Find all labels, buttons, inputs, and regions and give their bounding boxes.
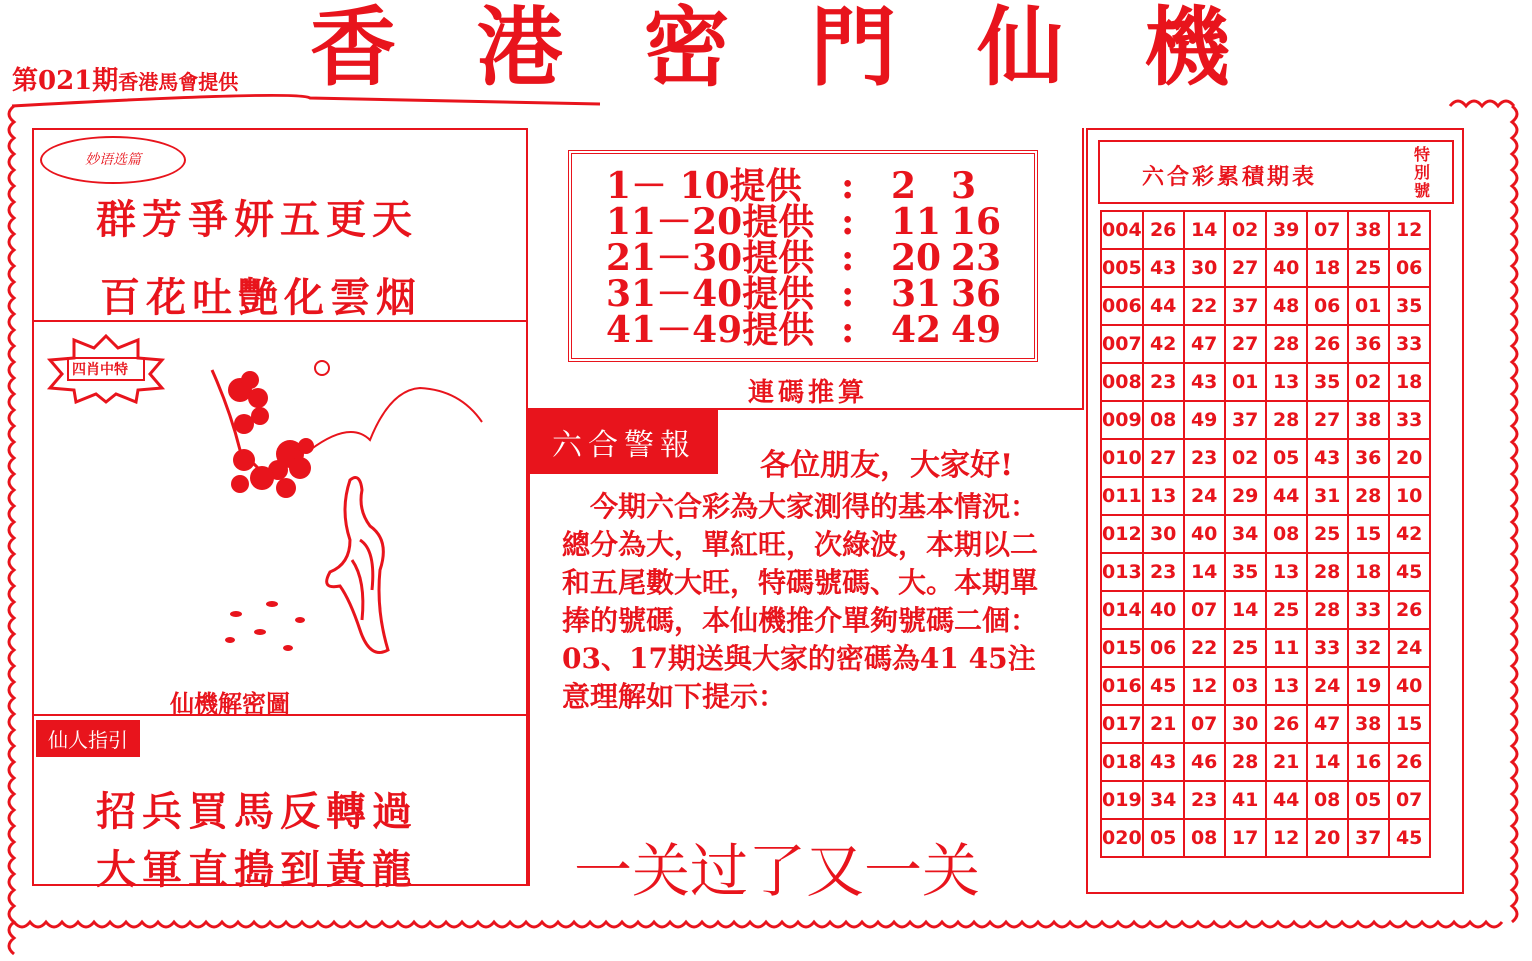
number-cell: 34 — [1225, 515, 1266, 553]
number-cell: 21 — [1143, 705, 1184, 743]
range-row: 31－40提供 : 31 36 — [606, 273, 1002, 315]
number-cell: 14 — [1184, 553, 1225, 591]
table-row — [1101, 249, 1430, 287]
number-cell: 23 — [1184, 439, 1225, 477]
issue-number: 第021期 — [12, 66, 119, 96]
period-cell: 015 — [1101, 629, 1143, 667]
number-cell: 22 — [1184, 287, 1225, 325]
results-title: 六合彩累積期表 — [1142, 164, 1318, 190]
number-cell: 08 — [1143, 401, 1184, 439]
number-cell: 34 — [1143, 781, 1184, 819]
guide-tag: 仙人指引 — [36, 720, 140, 757]
special-number-cell: 35 — [1389, 287, 1430, 325]
number-cell: 22 — [1184, 629, 1225, 667]
number-cell: 25 — [1348, 249, 1389, 287]
number-cell: 08 — [1266, 515, 1307, 553]
number-cell: 40 — [1184, 515, 1225, 553]
number-cell: 39 — [1266, 211, 1307, 249]
number-cell: 03 — [1225, 667, 1266, 705]
number-cell: 28 — [1348, 477, 1389, 515]
period-cell: 006 — [1101, 287, 1143, 325]
special-number-cell: 12 — [1389, 211, 1430, 249]
number-cell: 23 — [1143, 553, 1184, 591]
special-number-cell: 15 — [1389, 705, 1430, 743]
number-cell: 15 — [1348, 515, 1389, 553]
number-cell: 11 — [1266, 629, 1307, 667]
special-number-cell: 26 — [1389, 743, 1430, 781]
period-cell: 013 — [1101, 553, 1143, 591]
number-cell: 25 — [1225, 629, 1266, 667]
stamp-text: 四肖中特 — [72, 362, 128, 378]
number-cell: 14 — [1184, 211, 1225, 249]
number-cell: 23 — [1184, 781, 1225, 819]
number-cell: 38 — [1348, 401, 1389, 439]
fairy-illustration — [200, 350, 500, 680]
number-cell: 28 — [1307, 553, 1348, 591]
period-cell: 018 — [1101, 743, 1143, 781]
table-row — [1101, 477, 1430, 515]
special-number-cell: 42 — [1389, 515, 1430, 553]
number-cell: 17 — [1225, 819, 1266, 857]
table-row — [1101, 439, 1430, 477]
table-row — [1101, 591, 1430, 629]
number-cell: 35 — [1307, 363, 1348, 401]
number-cell: 14 — [1225, 591, 1266, 629]
number-cell: 44 — [1143, 287, 1184, 325]
table-row — [1101, 629, 1430, 667]
number-cell: 49 — [1184, 401, 1225, 439]
number-cell: 42 — [1143, 325, 1184, 363]
range-row: 1－ 10提供 : 2 3 — [606, 165, 977, 207]
badge-oval: 妙语选篇 — [40, 136, 186, 184]
number-cell: 35 — [1225, 553, 1266, 591]
period-cell: 014 — [1101, 591, 1143, 629]
number-cell: 06 — [1143, 629, 1184, 667]
number-cell: 29 — [1225, 477, 1266, 515]
results-table — [1100, 210, 1431, 858]
number-cell: 21 — [1266, 743, 1307, 781]
number-cell: 38 — [1348, 211, 1389, 249]
period-cell: 011 — [1101, 477, 1143, 515]
period-cell: 004 — [1101, 211, 1143, 249]
number-cell: 33 — [1307, 629, 1348, 667]
number-cell: 36 — [1348, 325, 1389, 363]
range-label: 41－49提供 — [606, 309, 815, 351]
number-cell: 05 — [1348, 781, 1389, 819]
number-cell: 43 — [1184, 363, 1225, 401]
special-number-label: 特別號 — [1414, 145, 1431, 200]
number-cell: 27 — [1225, 325, 1266, 363]
number-cell: 43 — [1143, 743, 1184, 781]
number-cell: 26 — [1143, 211, 1184, 249]
number-cell: 19 — [1348, 667, 1389, 705]
special-number-cell: 07 — [1389, 781, 1430, 819]
table-row — [1101, 287, 1430, 325]
number-cell: 36 — [1348, 439, 1389, 477]
number-cell: 18 — [1348, 553, 1389, 591]
number-cell: 18 — [1307, 249, 1348, 287]
number-ranges — [606, 165, 1002, 351]
special-number-cell: 45 — [1389, 819, 1430, 857]
number-cell: 40 — [1266, 249, 1307, 287]
range-row: 41－49提供 : 42 49 — [606, 309, 1002, 351]
number-cell: 27 — [1307, 401, 1348, 439]
number-cell: 24 — [1184, 477, 1225, 515]
number-cell: 13 — [1266, 667, 1307, 705]
number-cell: 12 — [1184, 667, 1225, 705]
period-cell: 010 — [1101, 439, 1143, 477]
period-cell: 012 — [1101, 515, 1143, 553]
number-cell: 28 — [1266, 401, 1307, 439]
table-row — [1101, 819, 1430, 857]
number-cell: 28 — [1307, 591, 1348, 629]
range-num: 49 — [951, 309, 1002, 351]
number-cell: 06 — [1307, 287, 1348, 325]
provider-text: 香港馬會提供 — [118, 70, 239, 94]
number-cell: 07 — [1307, 211, 1348, 249]
number-cell: 31 — [1307, 477, 1348, 515]
number-cell: 30 — [1225, 705, 1266, 743]
poem-bottom-line-2: 大軍直搗到黃龍 — [96, 846, 418, 893]
special-number-cell: 33 — [1389, 401, 1430, 439]
special-number-cell: 24 — [1389, 629, 1430, 667]
number-cell: 02 — [1348, 363, 1389, 401]
number-cell: 44 — [1266, 477, 1307, 515]
range-num: 31 — [891, 273, 942, 315]
special-number-cell: 40 — [1389, 667, 1430, 705]
special-number-cell: 10 — [1389, 477, 1430, 515]
range-label: 21－30提供 — [606, 237, 815, 279]
range-num: 23 — [951, 237, 1002, 279]
poem-bottom-line-1: 招兵買馬反轉過 — [96, 788, 418, 835]
table-row — [1101, 705, 1430, 743]
range-num: 42 — [891, 309, 942, 351]
number-cell: 14 — [1307, 743, 1348, 781]
number-cell: 41 — [1225, 781, 1266, 819]
special-number-cell: 06 — [1389, 249, 1430, 287]
number-cell: 25 — [1266, 591, 1307, 629]
number-cell: 02 — [1225, 439, 1266, 477]
table-row — [1101, 211, 1430, 249]
number-cell: 07 — [1184, 591, 1225, 629]
number-cell: 37 — [1225, 401, 1266, 439]
range-label: 11－20提供 — [606, 201, 815, 243]
number-cell: 45 — [1143, 667, 1184, 705]
period-cell: 019 — [1101, 781, 1143, 819]
number-cell: 43 — [1143, 249, 1184, 287]
table-row — [1101, 553, 1430, 591]
number-cell: 01 — [1225, 363, 1266, 401]
number-cell: 27 — [1225, 249, 1266, 287]
number-cell: 05 — [1143, 819, 1184, 857]
number-cell: 01 — [1348, 287, 1389, 325]
number-cell: 20 — [1307, 819, 1348, 857]
number-cell: 27 — [1143, 439, 1184, 477]
range-num: 2 — [891, 165, 917, 207]
number-cell: 44 — [1266, 781, 1307, 819]
range-label: 1－ 10提供 — [606, 165, 802, 207]
number-cell: 16 — [1348, 743, 1389, 781]
period-cell: 020 — [1101, 819, 1143, 857]
number-cell: 26 — [1307, 325, 1348, 363]
image-caption: 仙機解密圖 — [170, 689, 290, 718]
range-num: 20 — [891, 237, 942, 279]
number-cell: 02 — [1225, 211, 1266, 249]
number-cell: 26 — [1266, 705, 1307, 743]
forecast-paragraph: 今期六合彩為大家測得的基本情況：總分為大，單紅旺，次綠波，本期以二和五尾數大旺，特碼號碼、大。本期單捧的號碼，本仙機推介單夠號碼二個：03、17期送與大家的密碼為41 45注意理解如下提示： — [562, 490, 1039, 713]
number-cell: 28 — [1225, 743, 1266, 781]
number-cell: 48 — [1266, 287, 1307, 325]
number-cell: 47 — [1307, 705, 1348, 743]
table-row — [1101, 781, 1430, 819]
number-cell: 46 — [1184, 743, 1225, 781]
period-cell: 005 — [1101, 249, 1143, 287]
table-row — [1101, 667, 1430, 705]
period-cell: 017 — [1101, 705, 1143, 743]
title-char: 仙 — [977, 0, 1064, 98]
number-cell: 28 — [1266, 325, 1307, 363]
special-number-cell: 26 — [1389, 591, 1430, 629]
number-cell: 38 — [1348, 705, 1389, 743]
number-cell: 37 — [1225, 287, 1266, 325]
range-num: 11 — [891, 201, 942, 243]
range-row: 21－30提供 : 20 23 — [606, 237, 1002, 279]
number-cell: 30 — [1184, 249, 1225, 287]
number-cell: 13 — [1266, 553, 1307, 591]
number-cell: 30 — [1143, 515, 1184, 553]
special-number-cell: 20 — [1389, 439, 1430, 477]
range-num: 36 — [951, 273, 1002, 315]
special-number-cell: 45 — [1389, 553, 1430, 591]
table-row — [1101, 325, 1430, 363]
table-row — [1101, 363, 1430, 401]
number-cell: 25 — [1307, 515, 1348, 553]
title-char: 密 — [643, 0, 730, 98]
poem-top-line-2: 百花吐艷化雲烟 — [100, 274, 422, 321]
period-cell: 008 — [1101, 363, 1143, 401]
slogan: 一关过了又一关 — [574, 837, 981, 905]
title-char: 港 — [476, 0, 563, 98]
title-char: 門 — [810, 0, 897, 98]
special-number-cell: 18 — [1389, 363, 1430, 401]
period-cell: 009 — [1101, 401, 1143, 439]
number-cell: 24 — [1307, 667, 1348, 705]
greeting: 各位朋友，大家好! — [760, 448, 1014, 483]
number-cell: 47 — [1184, 325, 1225, 363]
number-cell: 33 — [1348, 591, 1389, 629]
range-label: 31－40提供 — [606, 273, 815, 315]
title-char: 機 — [1143, 0, 1230, 98]
number-cell: 08 — [1184, 819, 1225, 857]
number-cell: 43 — [1307, 439, 1348, 477]
range-num: 3 — [951, 165, 977, 207]
table-row — [1101, 515, 1430, 553]
number-cell: 32 — [1348, 629, 1389, 667]
special-number-cell: 33 — [1389, 325, 1430, 363]
table-row — [1101, 401, 1430, 439]
number-cell: 40 — [1143, 591, 1184, 629]
number-cell: 12 — [1266, 819, 1307, 857]
number-cell: 23 — [1143, 363, 1184, 401]
number-cell: 05 — [1266, 439, 1307, 477]
number-cell: 13 — [1143, 477, 1184, 515]
range-num: 16 — [951, 201, 1002, 243]
table-row — [1101, 743, 1430, 781]
range-row: 11－20提供 : 11 16 — [606, 201, 1002, 243]
poem-top-line-1: 群芳爭妍五更天 — [96, 196, 418, 243]
period-cell: 007 — [1101, 325, 1143, 363]
number-cell: 07 — [1184, 705, 1225, 743]
number-cell: 37 — [1348, 819, 1389, 857]
alert-tag: 六合警報 — [530, 410, 718, 474]
number-cell: 08 — [1307, 781, 1348, 819]
number-cell: 13 — [1266, 363, 1307, 401]
period-cell: 016 — [1101, 667, 1143, 705]
title-char: 香 — [310, 0, 396, 98]
middle-divider — [528, 410, 530, 886]
range-caption: 連碼推算 — [748, 378, 869, 408]
